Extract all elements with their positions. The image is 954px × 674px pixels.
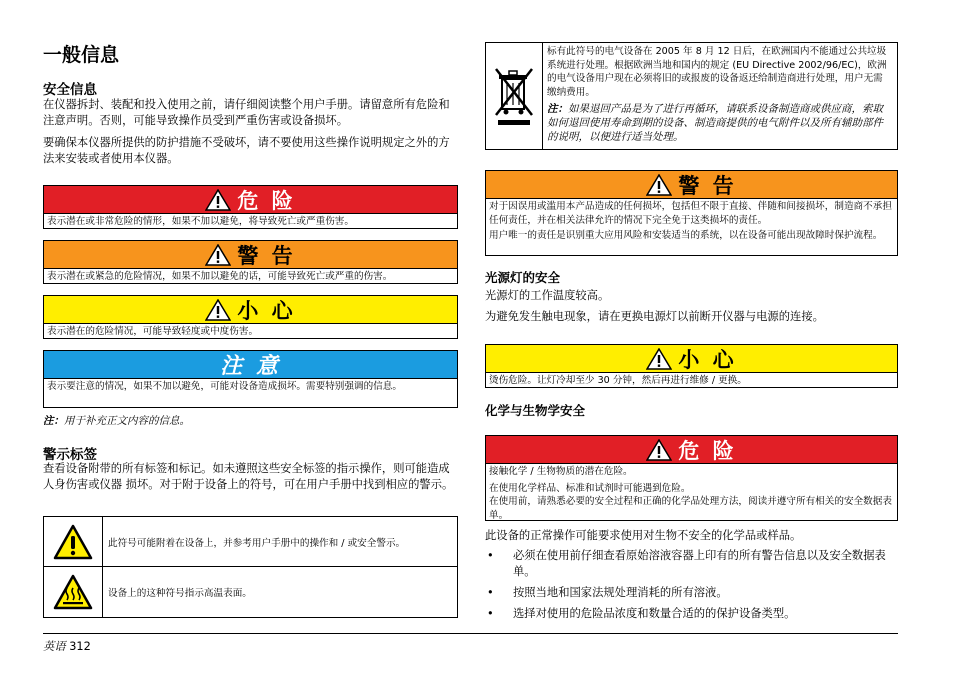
note-label: 注： xyxy=(43,415,64,427)
safety-paragraph-1: 在仪器拆封、装配和投入使用之前，请仔细阅读整个用户手册。请留意所有危险和注意声明。否则，可能导致操作员受到严重伤害或设备损坏。 xyxy=(43,98,450,127)
list-item: • 按照当地和国家法规处理消耗的所有溶液。 xyxy=(485,585,898,601)
weee-note xyxy=(547,102,892,144)
notice-box xyxy=(43,350,458,408)
warning-text-2: 用户唯一的责任是识别重大应用风险和安装适当的系统，以在设备可能出现故障时保护流程。 xyxy=(489,230,883,241)
warning-triangle-icon xyxy=(44,517,103,566)
notice-text: 表示要注意的情况，如果不加以避免，可能对设备造成损坏。需要特别强调的信息。 xyxy=(47,381,402,392)
caution-box xyxy=(485,344,898,388)
symbol-text: 此符号可能附着在设备上，并参考用户手册中的操作和 / 或安全警示。 xyxy=(108,537,406,549)
page-title: 一般信息 xyxy=(43,44,120,66)
chem-paragraph: 此设备的正常操作可能要求使用对生物不安全的化学品或样品。 xyxy=(485,529,802,542)
alert-triangle-icon xyxy=(205,244,231,266)
danger-text: 表示潜在或非常危险的情形，如果不加以避免，将导致死亡或严重伤害。 xyxy=(47,216,354,227)
alert-triangle-icon xyxy=(646,348,672,370)
danger-header xyxy=(486,436,897,464)
caution-title: 小 心 xyxy=(237,298,296,323)
note-text: 用于补充正文内容的信息。 xyxy=(64,415,190,427)
warning-box xyxy=(485,170,898,256)
note xyxy=(43,415,190,429)
footer-rule xyxy=(43,633,898,634)
footer xyxy=(43,639,91,655)
crossed-bin-icon xyxy=(486,43,543,149)
list-item: • 必须在使用前仔细查看原始溶液容器上印有的所有警告信息以及安全数据表单。 xyxy=(485,548,898,580)
alert-triangle-icon xyxy=(205,189,231,211)
weee-note-label: 注： xyxy=(547,103,568,115)
warning-text: 表示潜在或紧急的危险情况，如果不加以避免的话，可能导致死亡或严重的伤害。 xyxy=(47,271,393,282)
chem-bullet-list xyxy=(485,548,898,627)
weee-note-text: 如果退回产品是为了进行再循环，请联系设备制造商或供应商，索取如何退回使用寿命到期的设备、制造商提供的电气附件以及所有辅助部件的说明，以便进行适当处理。 xyxy=(547,103,883,143)
danger-box xyxy=(485,435,898,521)
warning-header xyxy=(44,241,457,269)
lamp-heading: 光源灯的安全 xyxy=(485,270,561,285)
symbol-row xyxy=(44,567,457,617)
caution-text: 表示潜在的危险情况，可能导致轻度或中度伤害。 xyxy=(47,326,259,337)
danger-title: 危 险 xyxy=(678,438,737,463)
footer-language: 英语 xyxy=(43,640,66,653)
labels-heading: 警示标签 xyxy=(43,447,97,463)
danger-box xyxy=(43,185,458,229)
symbol-text: 设备上的这种符号指示高温表面。 xyxy=(108,588,252,599)
caution-title: 小 心 xyxy=(678,347,737,372)
warning-text-1: 对于因误用或滥用本产品造成的任何损坏，包括但不限于直接、伴随和间接损坏，制造商不承担任何责任，并在相关法律允许的情况下完全免于这类损坏的责任。 xyxy=(489,201,892,226)
labels-paragraph: 查看设备附带的所有标签和标记。如未遵照这些安全标签的指示操作，则可能造成人身伤害或仪器 损坏。对于附于设备上的符号，可在用户手册中找到相应的警示。 xyxy=(43,462,454,491)
warning-box xyxy=(43,240,458,284)
alert-triangle-icon xyxy=(646,174,672,196)
hot-surface-icon xyxy=(44,567,103,617)
list-item: • 选择对使用的危险品浓度和数量合适的的保护设备类型。 xyxy=(485,606,898,622)
lamp-paragraph-2: 为避免发生触电现象，请在更换电源灯以前断开仪器与电源的连接。 xyxy=(485,310,824,323)
notice-title: 注 意 xyxy=(220,354,281,379)
danger-text-1: 接触化学 / 生物物质的潜在危险。 xyxy=(489,466,633,477)
caution-header xyxy=(486,345,897,373)
symbol-table xyxy=(43,516,458,618)
danger-title: 危 险 xyxy=(237,188,296,213)
caution-header xyxy=(44,296,457,324)
caution-box xyxy=(43,295,458,339)
warning-title: 警 告 xyxy=(237,243,296,268)
safety-heading: 安全信息 xyxy=(43,82,97,98)
weee-text: 标有此符号的电气设备在 2005 年 8 月 12 日后，在欧洲国内不能通过公共垃圾系统进行处理。根据欧洲当地和国内的规定 (EU Directive 2002/96/EC)，欧洲的电气设备用户现在必须将旧的或报废的设备返还给制造商进行处理，用户无需缴纳费用。 xyxy=(547,46,887,98)
danger-text-2: 在使用化学样品、标准和试剂时可能遇到危险。 xyxy=(489,483,691,494)
symbol-row xyxy=(44,517,457,567)
danger-header xyxy=(44,186,457,214)
lamp-paragraph-1: 光源灯的工作温度较高。 xyxy=(485,289,610,302)
danger-text-3: 在使用前，请熟悉必要的安全过程和正确的化学品处理方法，阅读并遵守所有相关的安全数据表单。 xyxy=(489,496,892,521)
caution-text: 烫伤危险。让灯冷却至少 30 分钟，然后再进行维修 / 更换。 xyxy=(489,375,747,386)
alert-triangle-icon xyxy=(205,299,231,321)
alert-triangle-icon xyxy=(646,439,672,461)
weee-box xyxy=(485,42,898,150)
safety-paragraph-2: 要确保本仪器所提供的防护措施不受破坏，请不要使用这些操作说明规定之外的方法来安装或者使用本仪器。 xyxy=(43,136,450,165)
warning-title: 警 告 xyxy=(678,173,737,198)
page-number: 312 xyxy=(69,640,91,653)
chem-heading: 化学与生物学安全 xyxy=(485,403,586,418)
warning-header xyxy=(486,171,897,199)
notice-header xyxy=(44,351,457,379)
